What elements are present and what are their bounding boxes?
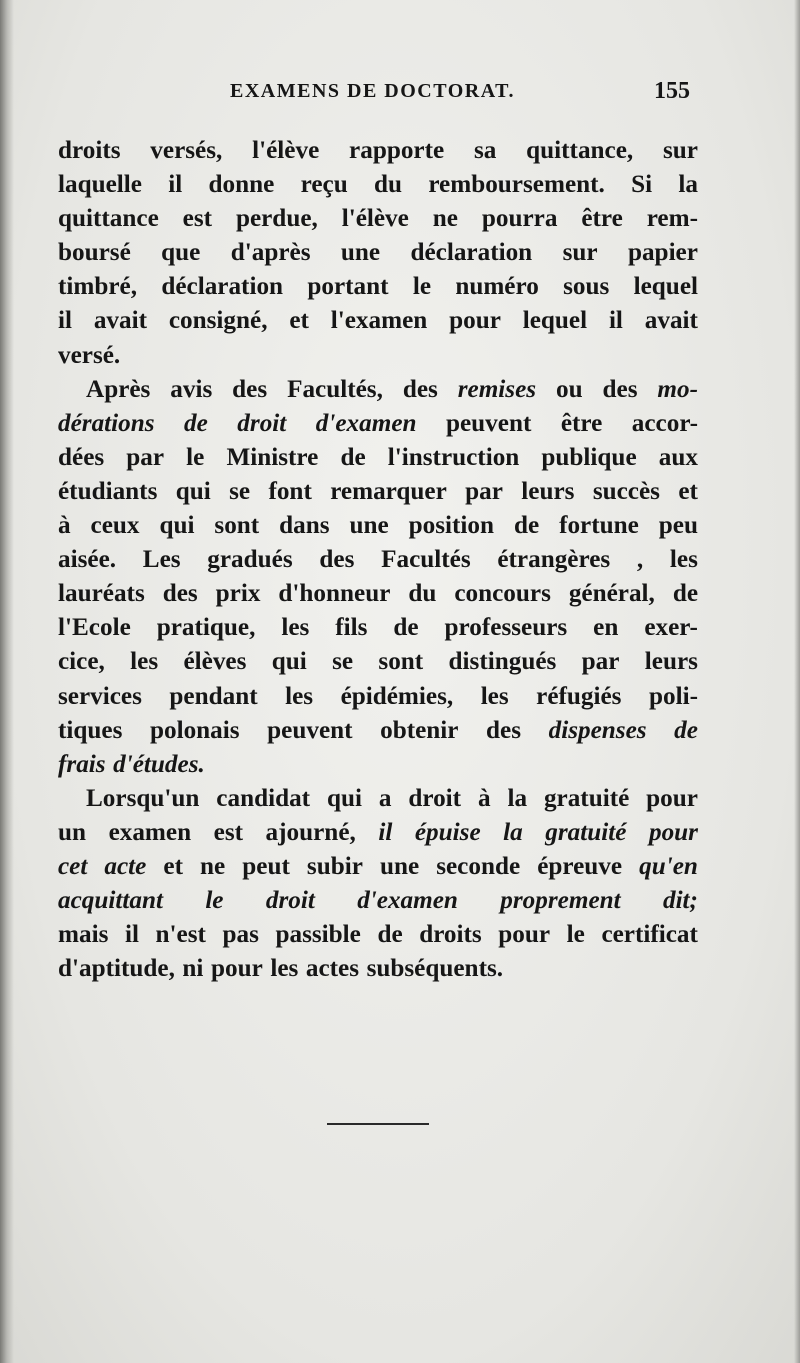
word: obtenir <box>380 716 459 744</box>
word: avis <box>170 375 213 403</box>
word: sur <box>662 137 698 164</box>
word: passible <box>275 921 361 949</box>
word: épuise <box>414 818 481 846</box>
word: fortune <box>559 512 639 540</box>
word: des <box>402 375 438 403</box>
word: perdue, <box>235 205 318 233</box>
word: un <box>58 818 87 846</box>
word: réfugiés <box>536 682 622 710</box>
word: pourra <box>481 205 558 233</box>
word: de <box>672 580 698 608</box>
word: dées <box>58 443 105 471</box>
word: une <box>340 239 381 267</box>
word: ne <box>200 852 226 880</box>
text-line <box>58 748 698 782</box>
word: position <box>408 512 495 540</box>
text-line <box>58 850 698 884</box>
word: publique <box>541 443 637 471</box>
word: pas <box>222 921 259 949</box>
word: les <box>270 955 299 983</box>
word: sa <box>473 137 497 164</box>
word: dérations <box>58 409 155 437</box>
word: pour <box>648 818 698 846</box>
word: des <box>319 546 355 574</box>
word: général, <box>568 580 655 608</box>
word: a <box>378 784 392 812</box>
word: déclaration <box>161 273 284 301</box>
word: donne <box>208 171 275 199</box>
word: actes <box>305 955 360 983</box>
word: subir <box>306 852 363 880</box>
word: ni <box>182 955 204 983</box>
word: distingués <box>448 648 557 676</box>
text-line <box>58 918 698 952</box>
word: reçu <box>300 171 348 199</box>
text-line <box>58 884 698 918</box>
text-line <box>58 816 698 850</box>
word: gradués <box>207 546 293 574</box>
word: gratuité <box>545 818 627 846</box>
word: versés, <box>150 137 223 164</box>
word: par <box>465 477 503 505</box>
word: pour <box>210 955 263 983</box>
word: fils <box>335 614 368 642</box>
word: lauréats <box>58 580 145 608</box>
word: certificat <box>601 921 698 949</box>
word: par <box>126 443 165 471</box>
word: d'examen <box>357 887 458 915</box>
word: les <box>669 546 698 574</box>
word: exer- <box>644 614 698 642</box>
word: leurs <box>521 477 575 505</box>
word: laquelle <box>58 171 142 199</box>
word: proprement <box>500 887 621 915</box>
word: droit <box>265 887 315 915</box>
word: lequel <box>633 273 698 301</box>
word: Ministre <box>226 443 319 471</box>
word: remises <box>457 375 537 403</box>
word: pour <box>498 921 551 949</box>
word: le <box>566 921 585 949</box>
word: l'instruction <box>387 443 520 471</box>
word: que <box>161 239 201 267</box>
word: des <box>602 375 638 403</box>
text-line <box>58 304 698 338</box>
word: dit; <box>662 887 698 915</box>
page-number: 155 <box>654 78 690 104</box>
word: Les <box>142 546 181 574</box>
word: des <box>232 375 268 403</box>
word: remboursement. <box>428 171 605 199</box>
word: de <box>513 512 540 540</box>
word: l'élève <box>341 205 409 233</box>
word: aux <box>658 443 698 471</box>
word: être <box>581 205 623 233</box>
word: les <box>480 682 509 710</box>
page-edge <box>794 0 800 1363</box>
text-line <box>58 952 698 986</box>
word: services <box>58 682 142 710</box>
text-line <box>58 236 698 270</box>
word: quittance, <box>526 137 634 164</box>
word: la <box>678 171 698 199</box>
word: remarquer <box>330 477 447 505</box>
word: la <box>503 818 523 846</box>
word: avait <box>93 307 147 335</box>
word: qui <box>159 512 195 540</box>
word: sont <box>378 648 424 676</box>
word: il <box>608 307 623 335</box>
text-line <box>58 168 698 202</box>
word: de <box>674 716 698 744</box>
body-text <box>58 134 698 986</box>
word: qui <box>326 784 362 812</box>
text-line <box>58 543 698 577</box>
word: boursé <box>58 239 131 267</box>
word: peuvent <box>267 716 353 744</box>
word: succès <box>592 477 660 505</box>
word: droit <box>237 409 287 437</box>
word: étrangères <box>497 546 611 574</box>
word: font <box>268 477 312 505</box>
word: pour <box>449 307 501 335</box>
word: qu'en <box>639 852 698 880</box>
word: Après <box>86 375 151 403</box>
word: consigné, <box>168 307 268 335</box>
word: numéro <box>455 273 539 301</box>
word: peut <box>242 852 290 880</box>
word: pour <box>646 784 698 812</box>
word: le <box>205 887 224 915</box>
word: leurs <box>644 648 698 676</box>
word: du <box>374 171 403 199</box>
word: acte <box>104 852 147 880</box>
word: mo- <box>657 375 698 403</box>
word: n'est <box>155 921 206 949</box>
word: aisée. <box>58 546 117 574</box>
word: sur <box>562 239 598 267</box>
word: acquittant <box>58 887 163 915</box>
word: se <box>332 648 354 676</box>
word: élèves <box>183 648 247 676</box>
word: une <box>379 852 420 880</box>
word: qui <box>271 648 307 676</box>
word: à <box>477 784 491 812</box>
word: et <box>163 852 183 880</box>
word: il <box>58 307 72 335</box>
word: épidémies, <box>340 682 454 710</box>
word: une <box>349 512 389 540</box>
word: être <box>560 409 603 437</box>
text-line <box>58 373 698 407</box>
word: lequel <box>522 307 588 335</box>
word: de <box>340 443 366 471</box>
word: des <box>162 580 198 608</box>
word: d'examen <box>315 409 417 437</box>
text-line <box>58 441 698 475</box>
word: déclaration <box>410 239 533 267</box>
word: il <box>124 921 139 949</box>
word: gratuité <box>543 784 630 812</box>
text-line <box>58 270 698 304</box>
text-line <box>58 202 698 236</box>
closing-rule <box>327 1123 429 1125</box>
text-line <box>58 475 698 509</box>
word: d'après <box>230 239 311 267</box>
word: ou <box>556 375 583 403</box>
word: de <box>377 921 403 949</box>
word: en <box>593 614 619 642</box>
text-line <box>58 134 698 168</box>
text-line <box>58 611 698 645</box>
word: droits <box>58 137 121 164</box>
word: , <box>636 546 644 574</box>
word: papier <box>627 239 698 267</box>
word: prix <box>215 580 261 608</box>
word: du <box>408 580 437 608</box>
word: il <box>168 171 183 199</box>
word: d'études. <box>113 750 205 778</box>
word: d'honneur <box>278 580 391 608</box>
word: frais <box>58 750 106 778</box>
word: les <box>285 682 314 710</box>
word: l'examen <box>330 307 428 335</box>
word: peu <box>658 512 698 540</box>
word: se <box>229 477 251 505</box>
word: épreuve <box>537 852 623 880</box>
word: poli- <box>648 682 698 710</box>
word: la <box>507 784 528 812</box>
word: ceux <box>90 512 140 540</box>
text-line <box>58 782 698 816</box>
word: Facultés, <box>287 375 383 403</box>
word: droit <box>408 784 462 812</box>
word: étudiants <box>58 477 158 505</box>
word: quittance <box>58 205 159 233</box>
word: les <box>130 648 159 676</box>
word: par <box>581 648 620 676</box>
word: et <box>678 477 698 505</box>
word: est <box>213 818 244 846</box>
word: rapporte <box>349 137 445 164</box>
word: timbré, <box>58 273 138 301</box>
word: Lorsqu'un <box>86 784 200 812</box>
word: pratique, <box>156 614 256 642</box>
word: polonais <box>149 716 240 744</box>
word: sont <box>214 512 260 540</box>
word: cice, <box>58 648 105 676</box>
word: rem- <box>646 205 698 233</box>
word: l'Ecole <box>58 614 131 642</box>
word: qui <box>175 477 211 505</box>
word: des <box>486 716 522 744</box>
word: tiques <box>58 716 123 744</box>
word: dans <box>279 512 330 540</box>
text-line <box>58 509 698 543</box>
word: avait <box>644 307 698 335</box>
word: accor- <box>631 409 698 437</box>
page-header <box>230 80 690 110</box>
running-head: EXAMENS DE DOCTORAT. <box>230 80 516 102</box>
word: peuvent <box>445 409 532 437</box>
word: et <box>289 307 309 335</box>
word: ne <box>432 205 458 233</box>
text-line <box>58 339 698 373</box>
word: subséquents. <box>366 955 504 983</box>
text-line <box>58 680 698 714</box>
word: est <box>182 205 213 233</box>
word: le <box>186 443 205 471</box>
text-line <box>58 407 698 441</box>
word: il <box>378 818 393 846</box>
word: sous <box>563 273 610 301</box>
word: portant <box>307 273 389 301</box>
word: pendant <box>169 682 258 710</box>
word: d'aptitude, <box>58 955 175 983</box>
word: concours <box>454 580 551 608</box>
word: candidat <box>216 784 311 812</box>
binding-shadow <box>0 0 14 1363</box>
word: l'élève <box>252 137 320 164</box>
word: cet <box>58 852 88 880</box>
word: Facultés <box>381 546 471 574</box>
text-line <box>58 645 698 679</box>
word: professeurs <box>444 614 568 642</box>
word: Si <box>631 171 653 199</box>
word: les <box>281 614 310 642</box>
word: de <box>184 409 208 437</box>
word: dispenses <box>548 716 647 744</box>
word: versé. <box>58 341 121 369</box>
word: mais <box>58 921 109 949</box>
text-line <box>58 714 698 748</box>
word: seconde <box>436 852 521 880</box>
word: examen <box>108 818 192 846</box>
word: de <box>393 614 419 642</box>
word: à <box>58 512 71 540</box>
text-line <box>58 577 698 611</box>
word: ajourné, <box>265 818 356 846</box>
word: le <box>412 273 432 301</box>
word: droits <box>419 921 482 949</box>
